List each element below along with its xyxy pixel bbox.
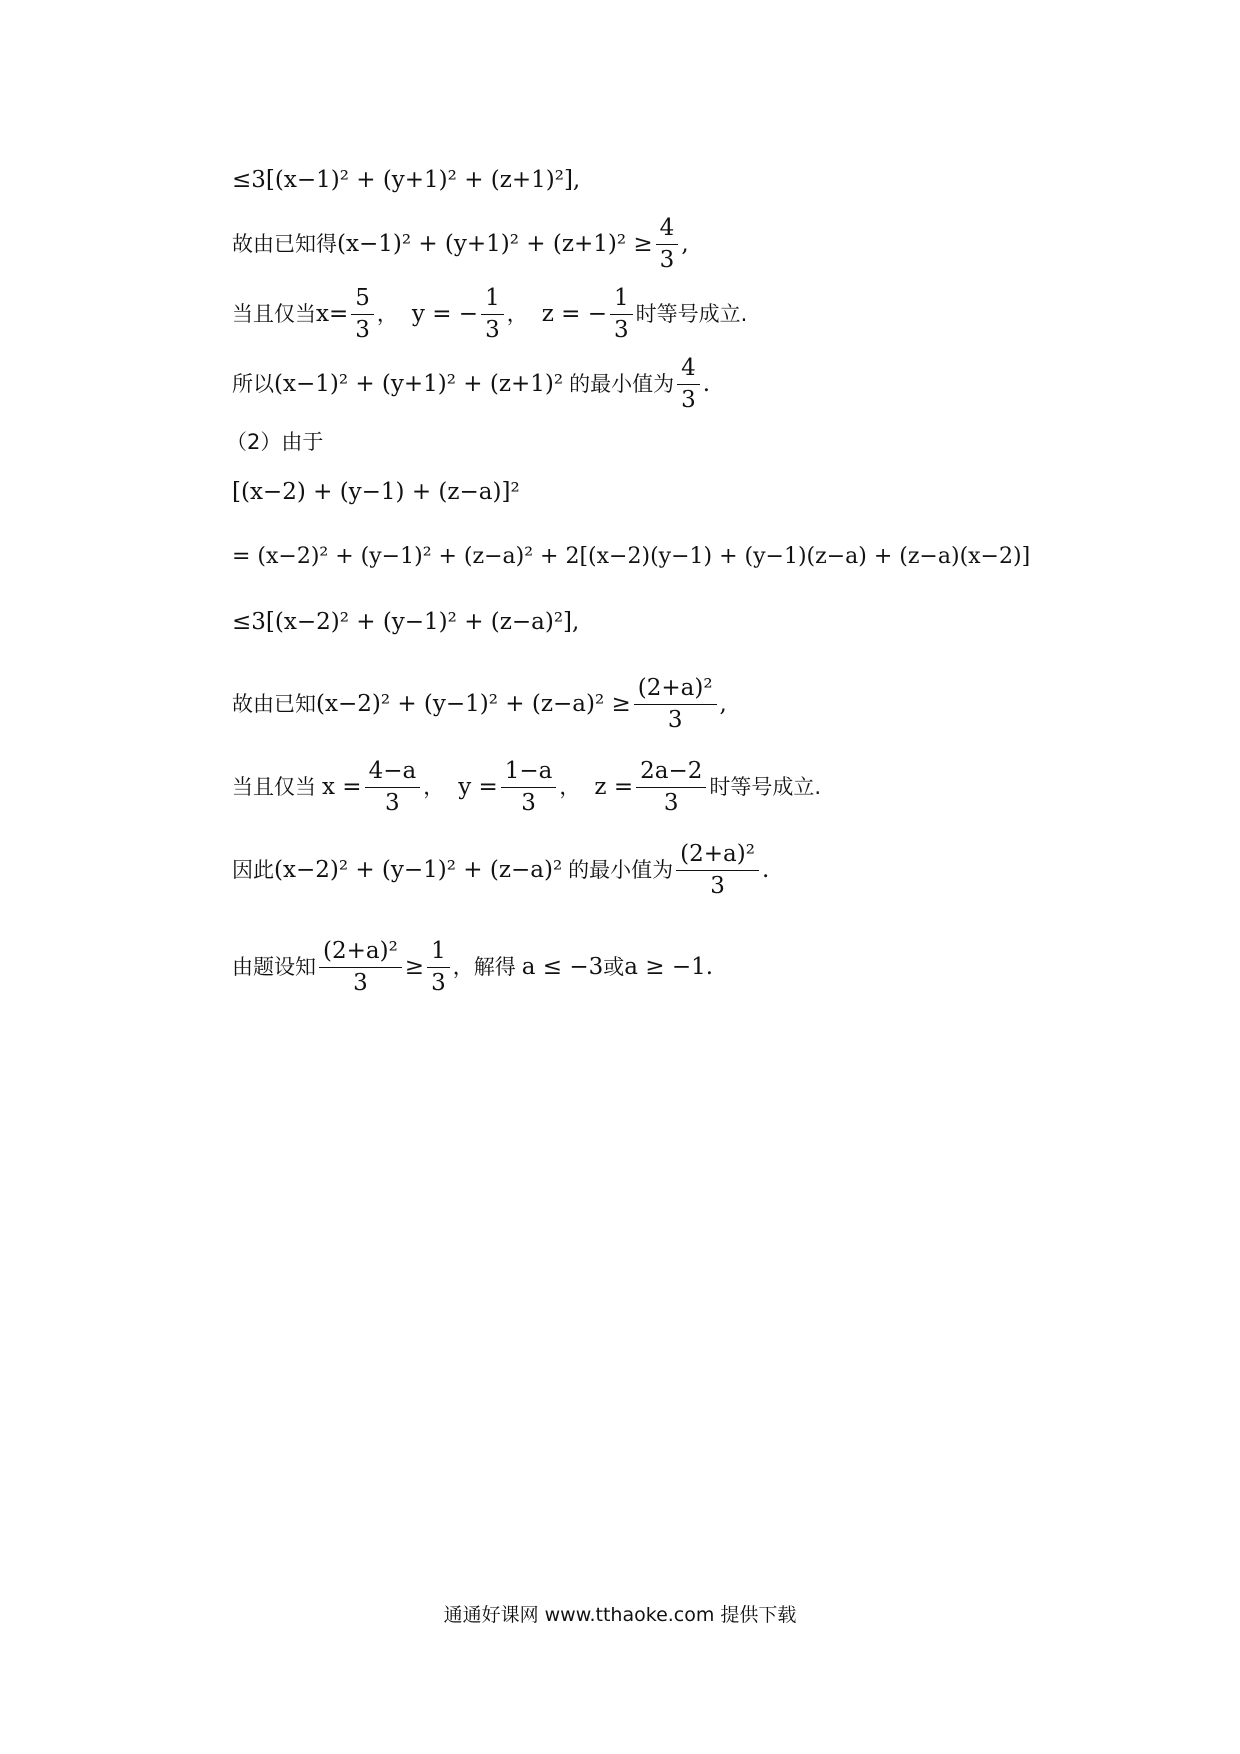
known-prefix: 故由已知 xyxy=(232,691,316,716)
line-suffix: . xyxy=(761,856,770,883)
final-answer-line xyxy=(232,935,713,999)
bound-fraction xyxy=(634,676,717,731)
condition-two: a ≥ −1 xyxy=(624,953,706,980)
square-sum-expression: [(x−2) + (y−1) + (z−a)]² xyxy=(232,478,520,505)
fraction-numerator: 1 xyxy=(427,939,450,967)
fraction-numerator: 4 xyxy=(656,216,679,244)
minimum-text: 的最小值为 xyxy=(569,371,675,396)
minimum-fraction xyxy=(677,356,700,411)
condition-one: a ≤ −3 xyxy=(521,953,604,980)
inequality-line-1 xyxy=(232,148,580,212)
final-prefix: 由题设知 xyxy=(232,954,316,979)
conclusion-expression: (x−1)² + (y+1)² + (z+1)² xyxy=(274,370,564,397)
separator: ， xyxy=(423,774,445,799)
known-expression: (x−2)² + (y−1)² + (z−a)² ≥ xyxy=(316,690,631,717)
line-suffix: , xyxy=(681,230,689,257)
equality-suffix: 时等号成立. xyxy=(635,301,748,326)
fraction-numerator: (2+a)² xyxy=(676,842,759,870)
fraction-denominator: 3 xyxy=(521,789,536,816)
fraction-denominator: 3 xyxy=(710,872,725,899)
fraction-numerator: 4 xyxy=(677,356,700,384)
equality-condition-line-1 xyxy=(232,282,747,346)
known-condition-line xyxy=(232,212,689,276)
fraction-denominator: 3 xyxy=(385,789,400,816)
y-equals: y = − xyxy=(411,300,479,327)
fraction-denominator: 3 xyxy=(485,316,500,343)
conclusion-expression: (x−2)² + (y−1)² + (z−a)² xyxy=(274,856,563,883)
equality-suffix: 时等号成立. xyxy=(709,774,822,799)
fraction-numerator: 4−a xyxy=(365,759,421,787)
fraction-numerator: 2a−2 xyxy=(636,759,706,787)
line-suffix: . xyxy=(705,953,714,980)
conclusion-prefix: 因此 xyxy=(232,857,274,882)
inequality-expression: ≤3[(x−1)² + (y+1)² + (z+1)²], xyxy=(232,166,581,193)
z-value-fraction xyxy=(636,759,706,814)
fraction-denominator: 3 xyxy=(355,316,370,343)
x-equals: x= xyxy=(316,300,349,327)
part-two-label: （2）由于 xyxy=(226,429,324,454)
minimum-value-line-2 xyxy=(232,838,769,902)
ge-sign: ≥ xyxy=(404,953,425,980)
fraction-denominator: 3 xyxy=(614,316,629,343)
inequality-expression: ≤3[(x−2)² + (y−1)² + (z−a)²], xyxy=(232,608,580,635)
minimum-text: 的最小值为 xyxy=(568,857,674,882)
fraction-denominator: 3 xyxy=(663,789,679,816)
solve-text: ，解得 xyxy=(452,954,516,979)
z-equals: z = − xyxy=(541,300,607,327)
z-value-fraction xyxy=(610,286,633,341)
y-value-fraction xyxy=(501,759,557,814)
x-value-fraction xyxy=(365,759,421,814)
fraction-denominator: 3 xyxy=(431,969,446,996)
line-suffix: , xyxy=(719,690,727,717)
line-suffix: . xyxy=(702,370,711,397)
fraction-numerator: 5 xyxy=(351,286,374,314)
equality-condition-line-2 xyxy=(232,755,821,819)
given-fraction xyxy=(319,939,402,994)
square-sum-line xyxy=(232,460,520,524)
one-third-fraction xyxy=(427,939,450,994)
known-expression: (x−1)² + (y+1)² + (z+1)² ≥ xyxy=(337,230,653,257)
known-prefix: 故由已知得 xyxy=(232,231,337,256)
fraction-denominator: 3 xyxy=(659,246,675,273)
separator: ， xyxy=(559,774,581,799)
minimum-fraction xyxy=(676,842,759,897)
fraction-numerator: 1−a xyxy=(501,759,557,787)
equality-prefix: 当且仅当 xyxy=(232,774,316,799)
fraction-denominator: 3 xyxy=(667,706,683,733)
fraction-numerator: 1 xyxy=(481,286,504,314)
fraction-numerator: (2+a)² xyxy=(634,676,717,704)
y-value-fraction xyxy=(481,286,504,341)
known-condition-line-2 xyxy=(232,672,727,736)
fraction-numerator: (2+a)² xyxy=(319,939,402,967)
fraction-numerator: 1 xyxy=(610,286,633,314)
expansion-line xyxy=(232,525,1030,589)
fraction-four-thirds xyxy=(656,216,679,271)
fraction-denominator: 3 xyxy=(681,386,696,413)
fraction-denominator: 3 xyxy=(353,969,368,996)
x-value-fraction xyxy=(351,286,374,341)
x-equals: x = xyxy=(322,773,362,800)
expansion-expression: = (x−2)² + (y−1)² + (z−a)² + 2[(x−2)(y−1) + (y−1)(z−a) + (z−a)(x−2)] xyxy=(232,544,1031,569)
y-equals: y = xyxy=(458,773,498,800)
equality-prefix: 当且仅当 xyxy=(232,301,316,326)
footer-watermark: 通通好课网 www.tthaoke.com 提供下载 xyxy=(443,1604,797,1626)
inequality-line-2 xyxy=(232,590,579,654)
conclusion-prefix: 所以 xyxy=(232,371,274,396)
separator: ， xyxy=(506,301,528,326)
z-equals: z = xyxy=(594,773,634,800)
or-text: 或 xyxy=(603,954,625,979)
separator: ， xyxy=(376,301,398,326)
minimum-value-line-1 xyxy=(232,352,710,416)
